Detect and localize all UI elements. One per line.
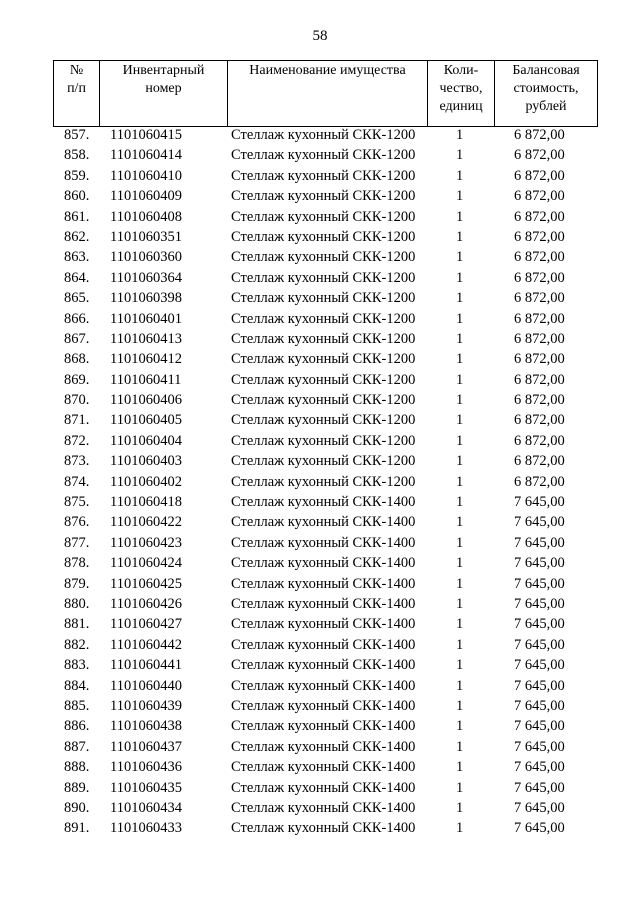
item-cost: 6 872,00 (514, 453, 565, 470)
item-name: Стеллаж кухонный СКК-1400 (231, 820, 416, 837)
row-number: 888. (64, 759, 90, 776)
item-name: Стеллаж кухонный СКК-1400 (231, 595, 416, 612)
item-cost: 7 645,00 (514, 718, 565, 735)
inventory-number: 1101060438 (110, 718, 182, 735)
row-number: 869. (64, 371, 90, 388)
row-number: 877. (64, 534, 90, 551)
item-cost: 6 872,00 (514, 127, 565, 143)
item-name: Стеллаж кухонный СКК-1400 (231, 738, 416, 755)
item-quantity: 1 (456, 249, 464, 266)
item-name: Стеллаж кухонный СКК-1200 (231, 351, 416, 368)
row-number: 890. (64, 799, 90, 816)
inventory-number: 1101060424 (110, 555, 182, 572)
item-cost: 6 872,00 (514, 432, 565, 449)
row-number: 886. (64, 718, 90, 735)
row-number: 889. (64, 779, 90, 796)
item-cost: 7 645,00 (514, 494, 565, 511)
row-number: 864. (64, 269, 90, 286)
item-cost: 6 872,00 (514, 392, 565, 409)
item-cost: 7 645,00 (514, 534, 565, 551)
item-quantity: 1 (456, 677, 464, 694)
item-quantity: 1 (456, 473, 464, 490)
table-row (0, 248, 640, 268)
item-cost: 7 645,00 (514, 555, 565, 572)
header-text: Инвентарный (122, 63, 205, 78)
table-row (0, 411, 640, 431)
row-number: 874. (64, 473, 90, 490)
item-quantity: 1 (456, 575, 464, 592)
item-cost: 6 872,00 (514, 310, 565, 327)
inventory-number: 1101060401 (110, 310, 182, 327)
item-cost: 7 645,00 (514, 677, 565, 694)
item-cost: 7 645,00 (514, 595, 565, 612)
inventory-number: 1101060410 (110, 167, 182, 184)
item-cost: 7 645,00 (514, 820, 565, 837)
table-row (0, 738, 640, 758)
row-number: 885. (64, 697, 90, 714)
item-quantity: 1 (456, 432, 464, 449)
inventory-number: 1101060440 (110, 677, 182, 694)
inventory-number: 1101060402 (110, 473, 182, 490)
table-row (0, 167, 640, 187)
table-row (0, 819, 640, 839)
item-quantity: 1 (456, 127, 464, 143)
row-number: 871. (64, 412, 90, 429)
row-number: 857. (64, 127, 90, 143)
item-cost: 7 645,00 (514, 575, 565, 592)
inventory-number: 1101060405 (110, 412, 182, 429)
item-name: Стеллаж кухонный СКК-1200 (231, 127, 416, 143)
item-quantity: 1 (456, 392, 464, 409)
item-name: Стеллаж кухонный СКК-1200 (231, 392, 416, 409)
table-row (0, 758, 640, 778)
item-quantity: 1 (456, 310, 464, 327)
item-quantity: 1 (456, 228, 464, 245)
item-quantity: 1 (456, 738, 464, 755)
item-cost: 7 645,00 (514, 799, 565, 816)
item-quantity: 1 (456, 657, 464, 674)
inventory-number: 1101060409 (110, 188, 182, 205)
item-cost: 6 872,00 (514, 473, 565, 490)
row-number: 870. (64, 392, 90, 409)
item-quantity: 1 (456, 555, 464, 572)
header-text: п/п (67, 81, 86, 96)
page-number: 58 (312, 28, 328, 44)
table-row (0, 126, 640, 146)
item-name: Стеллаж кухонный СКК-1400 (231, 494, 416, 511)
row-number: 867. (64, 330, 90, 347)
table-row (0, 228, 640, 248)
item-name: Стеллаж кухонный СКК-1200 (231, 249, 416, 266)
table-row (0, 656, 640, 676)
table-row (0, 799, 640, 819)
item-name: Стеллаж кухонный СКК-1200 (231, 290, 416, 307)
item-name: Стеллаж кухонный СКК-1400 (231, 718, 416, 735)
item-cost: 7 645,00 (514, 657, 565, 674)
header-text: единиц (439, 99, 483, 114)
item-quantity: 1 (456, 636, 464, 653)
row-number: 884. (64, 677, 90, 694)
item-quantity: 1 (456, 494, 464, 511)
item-name: Стеллаж кухонный СКК-1200 (231, 412, 416, 429)
header-col-name (228, 61, 428, 126)
item-name: Стеллаж кухонный СКК-1400 (231, 697, 416, 714)
inventory-number: 1101060414 (110, 147, 182, 164)
item-cost: 7 645,00 (514, 779, 565, 796)
item-quantity: 1 (456, 820, 464, 837)
header-col-number (54, 61, 100, 126)
inventory-number: 1101060411 (110, 371, 182, 388)
item-cost: 7 645,00 (514, 697, 565, 714)
table-row (0, 310, 640, 330)
table-row (0, 187, 640, 207)
item-name: Стеллаж кухонный СКК-1200 (231, 371, 416, 388)
item-name: Стеллаж кухонный СКК-1200 (231, 310, 416, 327)
row-number: 880. (64, 595, 90, 612)
row-number: 891. (64, 820, 90, 837)
row-number: 865. (64, 290, 90, 307)
item-name: Стеллаж кухонный СКК-1200 (231, 432, 416, 449)
item-quantity: 1 (456, 371, 464, 388)
inventory-number: 1101060406 (110, 392, 182, 409)
item-cost: 6 872,00 (514, 290, 565, 307)
row-number: 868. (64, 351, 90, 368)
table-row (0, 534, 640, 554)
row-number: 875. (64, 494, 90, 511)
inventory-number: 1101060360 (110, 249, 182, 266)
item-quantity: 1 (456, 167, 464, 184)
table-row (0, 391, 640, 411)
item-quantity: 1 (456, 616, 464, 633)
inventory-number: 1101060415 (110, 127, 182, 143)
row-number: 872. (64, 432, 90, 449)
item-name: Стеллаж кухонный СКК-1400 (231, 799, 416, 816)
table-row (0, 575, 640, 595)
table-row (0, 677, 640, 697)
table-row (0, 473, 640, 493)
table-row (0, 330, 640, 350)
inventory-number: 1101060364 (110, 269, 182, 286)
item-cost: 6 872,00 (514, 351, 565, 368)
inventory-number: 1101060434 (110, 799, 182, 816)
item-name: Стеллаж кухонный СКК-1400 (231, 534, 416, 551)
row-number: 881. (64, 616, 90, 633)
table-row (0, 146, 640, 166)
inventory-number: 1101060403 (110, 453, 182, 470)
table-row (0, 513, 640, 533)
inventory-number: 1101060427 (110, 616, 182, 633)
row-number: 883. (64, 657, 90, 674)
table-row (0, 269, 640, 289)
inventory-number: 1101060433 (110, 820, 182, 837)
inventory-number: 1101060423 (110, 534, 182, 551)
header-col-quantity (428, 61, 495, 126)
item-cost: 6 872,00 (514, 330, 565, 347)
item-quantity: 1 (456, 779, 464, 796)
item-name: Стеллаж кухонный СКК-1400 (231, 657, 416, 674)
row-number: 879. (64, 575, 90, 592)
inventory-number: 1101060442 (110, 636, 182, 653)
inventory-number: 1101060426 (110, 595, 182, 612)
item-quantity: 1 (456, 534, 464, 551)
item-quantity: 1 (456, 799, 464, 816)
item-quantity: 1 (456, 188, 464, 205)
item-cost: 7 645,00 (514, 636, 565, 653)
row-number: 882. (64, 636, 90, 653)
item-quantity: 1 (456, 330, 464, 347)
table-row (0, 554, 640, 574)
item-name: Стеллаж кухонный СКК-1200 (231, 228, 416, 245)
item-name: Стеллаж кухонный СКК-1200 (231, 147, 416, 164)
inventory-number: 1101060404 (110, 432, 182, 449)
row-number: 876. (64, 514, 90, 531)
row-number: 861. (64, 208, 90, 225)
table-row (0, 289, 640, 309)
inventory-number: 1101060425 (110, 575, 182, 592)
item-quantity: 1 (456, 453, 464, 470)
inventory-number: 1101060422 (110, 514, 182, 531)
table-row (0, 595, 640, 615)
table-row (0, 452, 640, 472)
item-cost: 6 872,00 (514, 147, 565, 164)
header-text: № (69, 63, 84, 78)
item-cost: 6 872,00 (514, 208, 565, 225)
row-number: 859. (64, 167, 90, 184)
inventory-number: 1101060398 (110, 290, 182, 307)
inventory-number: 1101060351 (110, 228, 182, 245)
item-name: Стеллаж кухонный СКК-1400 (231, 759, 416, 776)
header-text: Коли- (443, 63, 479, 78)
item-quantity: 1 (456, 595, 464, 612)
row-number: 860. (64, 188, 90, 205)
item-quantity: 1 (456, 759, 464, 776)
row-number: 863. (64, 249, 90, 266)
header-text: Наименование имущества (249, 63, 406, 78)
item-name: Стеллаж кухонный СКК-1200 (231, 330, 416, 347)
item-name: Стеллаж кухонный СКК-1200 (231, 208, 416, 225)
inventory-number: 1101060408 (110, 208, 182, 225)
table-row (0, 636, 640, 656)
item-cost: 7 645,00 (514, 759, 565, 776)
table-row (0, 717, 640, 737)
item-cost: 6 872,00 (514, 249, 565, 266)
row-number: 887. (64, 738, 90, 755)
item-name: Стеллаж кухонный СКК-1200 (231, 269, 416, 286)
item-name: Стеллаж кухонный СКК-1400 (231, 677, 416, 694)
row-number: 866. (64, 310, 90, 327)
inventory-number: 1101060418 (110, 494, 182, 511)
table-body (0, 126, 640, 840)
header-col-cost (495, 61, 597, 126)
inventory-number: 1101060436 (110, 759, 182, 776)
item-name: Стеллаж кухонный СКК-1400 (231, 575, 416, 592)
table-row (0, 615, 640, 635)
table-row (0, 697, 640, 717)
table-row (0, 779, 640, 799)
item-name: Стеллаж кухонный СКК-1400 (231, 636, 416, 653)
item-quantity: 1 (456, 412, 464, 429)
inventory-number: 1101060441 (110, 657, 182, 674)
item-name: Стеллаж кухонный СКК-1200 (231, 188, 416, 205)
row-number: 873. (64, 453, 90, 470)
item-quantity: 1 (456, 147, 464, 164)
item-name: Стеллаж кухонный СКК-1400 (231, 555, 416, 572)
item-quantity: 1 (456, 351, 464, 368)
item-quantity: 1 (456, 697, 464, 714)
inventory-number: 1101060439 (110, 697, 182, 714)
item-quantity: 1 (456, 269, 464, 286)
inventory-number: 1101060437 (110, 738, 182, 755)
header-text: чество, (439, 81, 483, 96)
item-cost: 7 645,00 (514, 514, 565, 531)
item-name: Стеллаж кухонный СКК-1200 (231, 453, 416, 470)
table-header (53, 60, 598, 127)
row-number: 878. (64, 555, 90, 572)
table-row (0, 350, 640, 370)
inventory-number: 1101060435 (110, 779, 182, 796)
header-col-inventory (100, 61, 228, 126)
row-number: 862. (64, 228, 90, 245)
row-number: 858. (64, 147, 90, 164)
item-name: Стеллаж кухонный СКК-1400 (231, 616, 416, 633)
item-name: Стеллаж кухонный СКК-1400 (231, 514, 416, 531)
table-row (0, 371, 640, 391)
item-cost: 6 872,00 (514, 228, 565, 245)
item-cost: 6 872,00 (514, 167, 565, 184)
item-name: Стеллаж кухонный СКК-1200 (231, 473, 416, 490)
item-cost: 6 872,00 (514, 371, 565, 388)
item-cost: 6 872,00 (514, 269, 565, 286)
item-quantity: 1 (456, 208, 464, 225)
item-cost: 7 645,00 (514, 616, 565, 633)
table-row (0, 208, 640, 228)
item-quantity: 1 (456, 514, 464, 531)
item-quantity: 1 (456, 290, 464, 307)
table-row (0, 432, 640, 452)
header-text: номер (145, 81, 182, 96)
item-cost: 6 872,00 (514, 412, 565, 429)
header-text: Балансовая (512, 63, 580, 78)
inventory-number: 1101060412 (110, 351, 182, 368)
header-text: стоимость, (513, 81, 579, 96)
item-name: Стеллаж кухонный СКК-1200 (231, 167, 416, 184)
table-row (0, 493, 640, 513)
inventory-number: 1101060413 (110, 330, 182, 347)
item-cost: 6 872,00 (514, 188, 565, 205)
item-quantity: 1 (456, 718, 464, 735)
item-name: Стеллаж кухонный СКК-1400 (231, 779, 416, 796)
header-text: рублей (525, 99, 567, 114)
item-cost: 7 645,00 (514, 738, 565, 755)
